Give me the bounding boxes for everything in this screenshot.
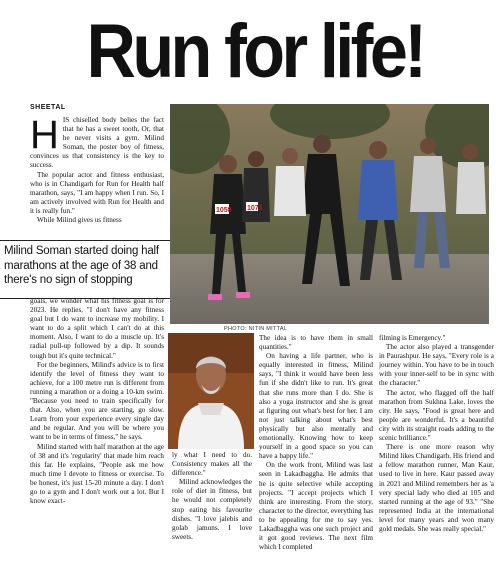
pull-quote: Milind Soman started doing half marathons at the age of 38 and there's no sign of stopping xyxy=(0,240,170,299)
main-photo-marathon-runners xyxy=(170,104,489,324)
portrait-photo-milind-soman xyxy=(168,333,254,449)
paragraph: goals, we wonder what his fitness goal is for 2023. He replies, "I don't have any fitness goal but I do want to increase my mobility. I want to do a split which I can't do at this moment. Also, I want to do a muscle up. It's radial pull-up followed by a dip. It sounds tough but it's quite technical." xyxy=(30,297,164,360)
paragraph: filming is Emergency." xyxy=(379,334,446,342)
article-column-3 xyxy=(259,334,373,564)
paragraph: The actor also played a transgender in Paurashpur. He says, "Every role is a journey within. You have to be in touch with your inner-self to be in sync with the character." xyxy=(379,343,494,388)
article-column-2-bottom xyxy=(172,451,252,564)
drop-cap: H xyxy=(30,116,59,157)
paragraph: For the beginners, Milind's advice is to first identify the level of fitness they want to achieve, for a 100 metre run is different from running a marathon or a doing a 10-km swim. "Because you need to train specifically for that. Also, when you are starting, go slow. Learn from your experience every single day and be regular. And you will be where you want to be in terms of fitness," he says. xyxy=(30,360,164,442)
paragraph: There is one more reason why Milind likes Chandigarh. His friend and a fellow marathon runner, Man Kaur, used to live in here. Kaur passed away in 2021 and Milind remembers her as 'a very special lady who died at 105 and started running at the age of 93." "She represented India at the international level for many years and won many gold medals. She was really special." xyxy=(379,443,494,533)
headline: Run for life! xyxy=(86,9,424,94)
marathon-photo-illustration xyxy=(170,104,489,324)
paragraph: Milind acknowledges the role of diet in fitness, but he would not completely stop eating his favourite dishes. "I love jalebis and golab jamuns. I love sweets. xyxy=(172,478,252,541)
paragraph: The idea is to have them in small quantities." xyxy=(259,334,373,352)
paragraph: The actor, who flagged off the half marathon from Sukhna Lake, loves the city. He says, "Food is great here and people are wonderful. It's a beautiful city with its straight roads adding to the scenic brilliance." xyxy=(379,388,494,443)
article-column-1-bottom xyxy=(30,297,164,564)
race-bib: 1058 xyxy=(216,207,232,214)
paragraph: ly what I need to do. Consistency makes all the difference." xyxy=(172,451,252,478)
paragraph: While Milind gives us fitness xyxy=(37,216,122,225)
photo-credit: PHOTO: NITIN MITTAL xyxy=(224,326,288,332)
paragraph: The popular actor and fitness enthusiast, who is in Chandigarh for Run for Health half marathon, says, "I am happy when I run. So, I am actively involved with Run for Health and it is really fun." xyxy=(30,170,164,215)
race-bib: 1071 xyxy=(247,205,263,212)
article-column-4 xyxy=(379,334,494,564)
article-column-1-top xyxy=(30,116,164,240)
paragraph: IS chiselled body belies the fact that he has a sweet tooth, Or, that he never visits a gym. Milind Soman, the poster boy of fitness, convinces us that consistency is the key to success. xyxy=(30,116,164,170)
byline: SHEETAL xyxy=(30,104,66,111)
paragraph: On having a life partner, who is equally interested in fitness, Milind says, "I think it would have been less fun if she didn't like to run. It's great that she runs more than I do. She is also a yoga instructor and she is great at figuring out what's best for her. I am not just talking about what's best physically but also mentally and emotionally. Knowing how to keep yourself in a good space so you can have a happy life." xyxy=(259,352,373,461)
paragraph: Milind started with half marathon at the age of 38 and it's 'regularity' that made him reach this far. He explains, "People ask me how much time I devote to fitness or exercise. To be honest, it's just 15-20 minute a day. I don't go to a gym and I don't work out a lot. But I know exact- xyxy=(30,442,164,506)
paragraph: On the work front, Milind was last seen in Lakadbaggha. He admits that he is quite selective while accepting projects. "I accept projects which I think are interesting. From the story, character to the director, everything has to be appealing for me to say yes. Lakadbaggha was one such project and it got good reviews. The next film which I completed xyxy=(259,461,373,552)
portrait-illustration xyxy=(168,333,254,449)
